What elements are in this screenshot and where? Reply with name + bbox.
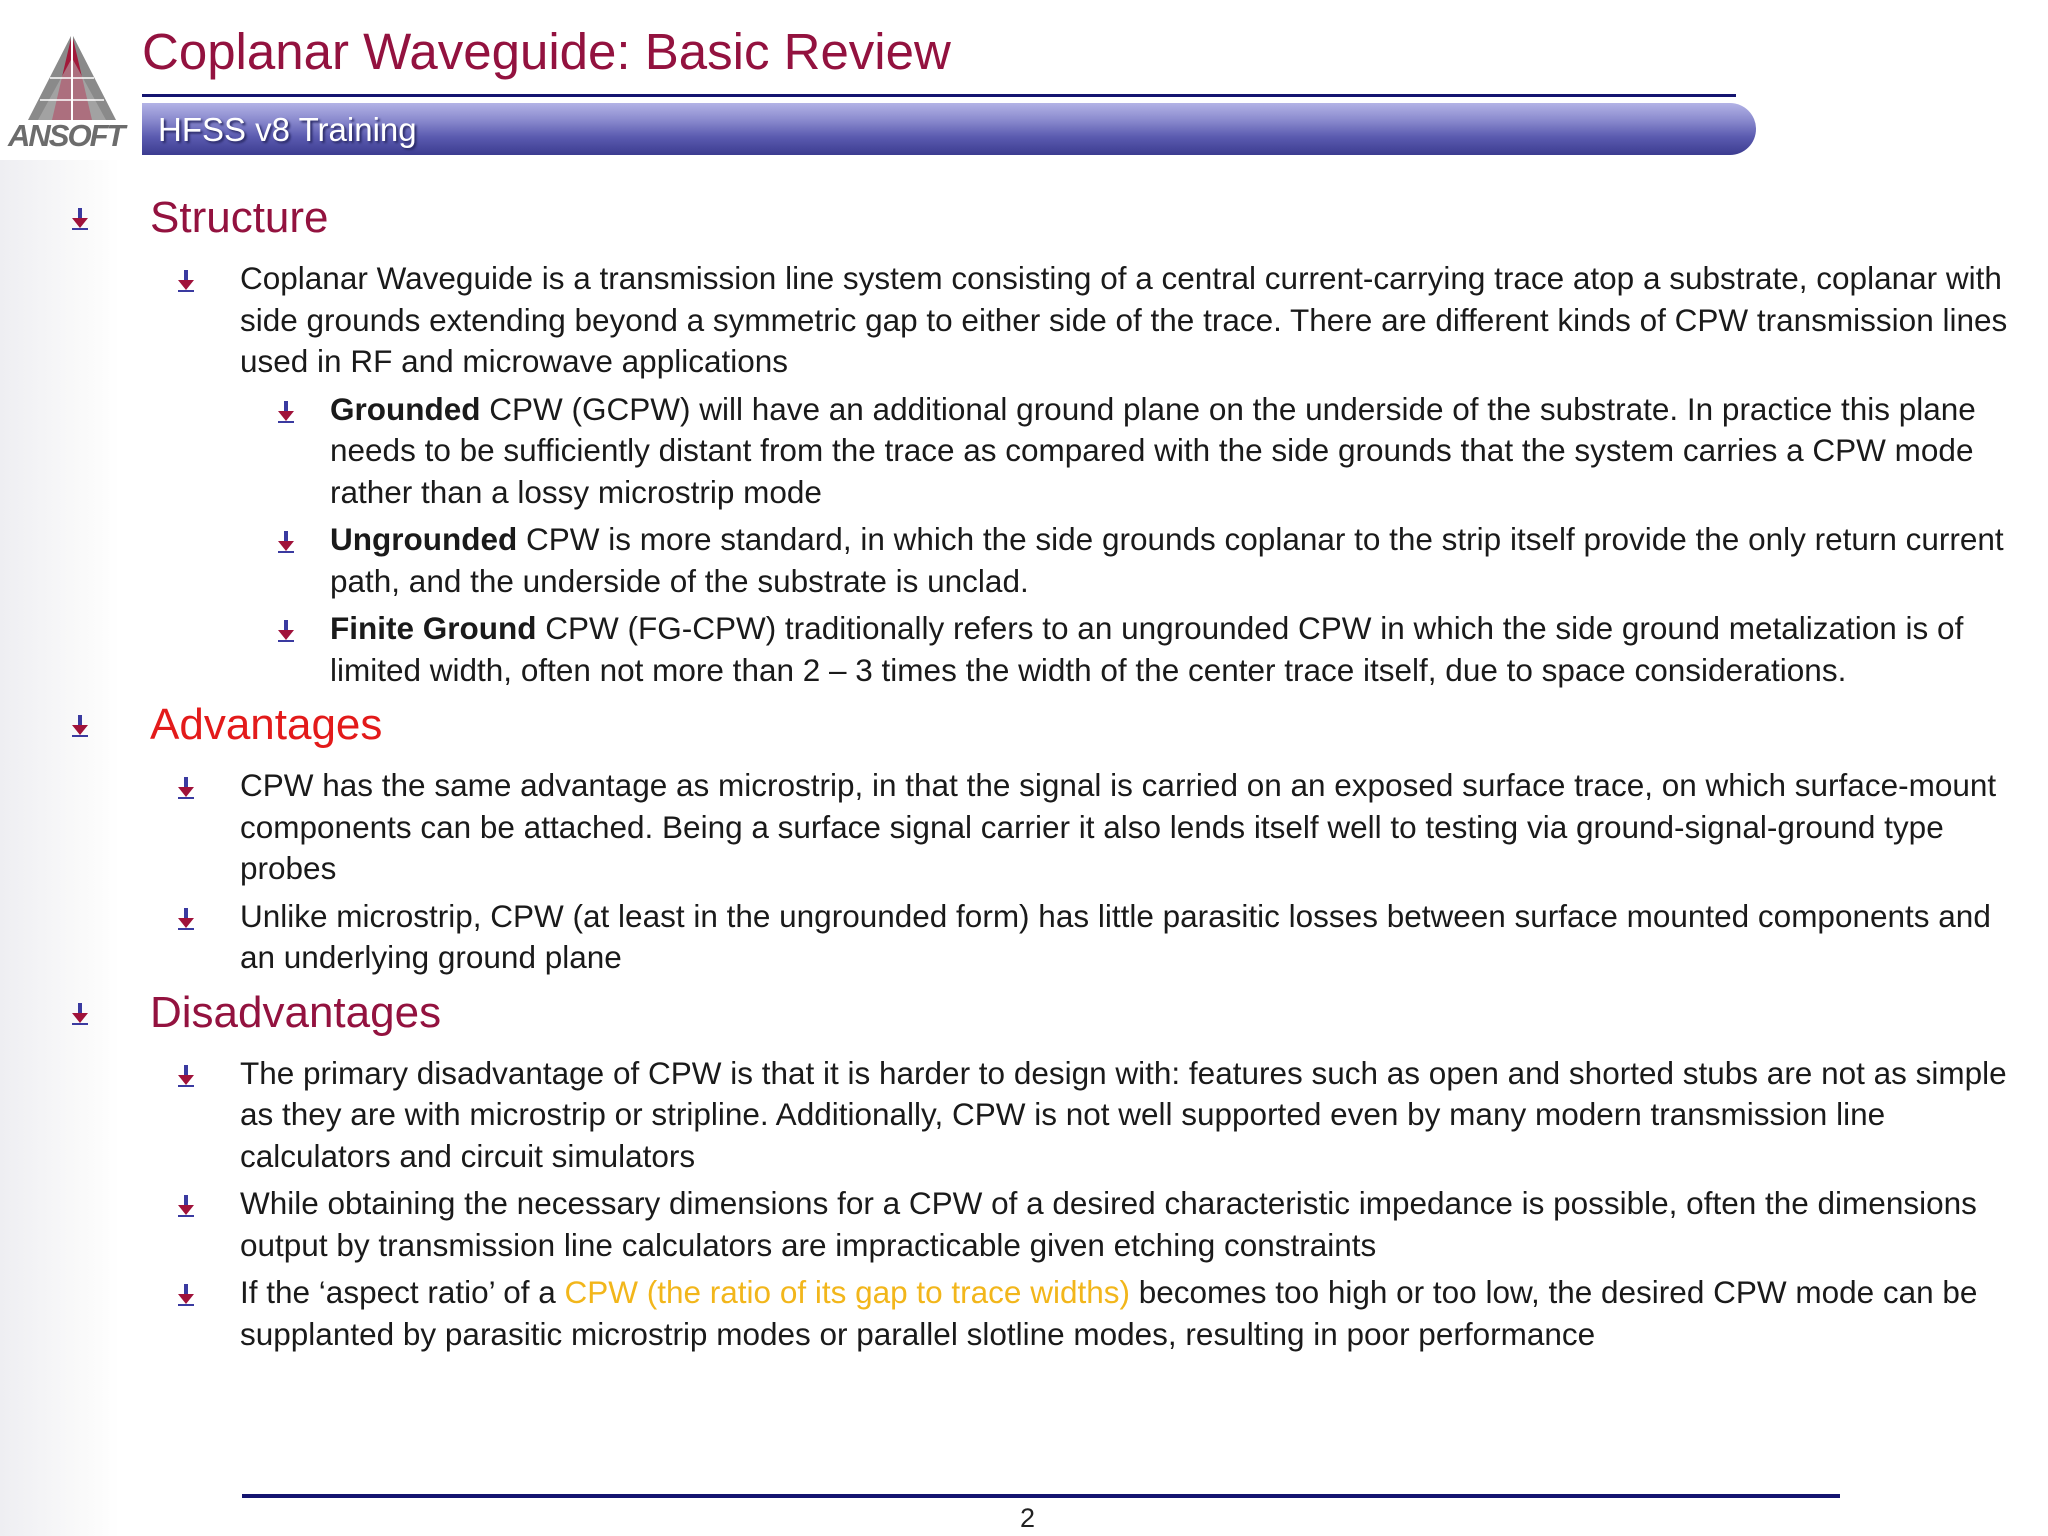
- bullet-arrow-icon: [70, 208, 90, 230]
- aspect-ratio-after: becomes too high or too low, the desired CPW mode can be supplanted by parasitic microstrip modes or parallel slotline modes, resulting in poor performance: [240, 1274, 1978, 1352]
- bullet-arrow-icon: [176, 270, 196, 292]
- logo-text: ANSOFT: [8, 118, 124, 153]
- section-advantages: [0, 697, 2048, 753]
- disadvantage-1: The primary disadvantage of CPW is that it is harder to design with: features such as open and shorted stubs are not as simple as they are with microstrip or stripline. Additionally, CPW is not well supported even by many modern transmission line calculators and circuit simulators: [240, 1054, 2007, 1174]
- bullet-arrow-icon: [276, 531, 296, 553]
- bullet-arrow-icon: [276, 620, 296, 642]
- ungrounded-cpw-text: [330, 519, 2020, 602]
- ungrounded-description: CPW is more standard, in which the side grounds coplanar to the strip itself provide the only return current path, and the underside of the substrate is unclad.: [330, 521, 2004, 599]
- advantage-1: CPW has the same advantage as microstrip, in that the signal is carried on an exposed surface trace, on which surface-mount components can be attached. Being a surface signal carrier it also lends itself well to testing via ground-signal-ground type probes: [240, 767, 1997, 886]
- heading-structure: Structure: [150, 193, 329, 242]
- structure-description: Coplanar Waveguide is a transmission line system consisting of a central current-carrying trace atop a substrate, coplanar with side grounds extending beyond a symmetric gap to either side of the trace. There are different kinds of CPW transmission lines used in RF and microwave applications: [240, 260, 2008, 379]
- bullet-arrow-icon: [176, 1284, 196, 1306]
- heading-advantages: Advantages: [150, 700, 383, 749]
- page-number: 2: [1020, 1503, 1036, 1533]
- aspect-ratio-highlight: CPW (the ratio of its gap to trace widths): [564, 1274, 1130, 1310]
- disadvantage-3: [240, 1272, 2020, 1355]
- list-item: [0, 896, 2048, 979]
- heading-disadvantages: Disadvantages: [150, 987, 442, 1037]
- aspect-ratio-before: If the ‘aspect ratio’ of a: [240, 1274, 565, 1310]
- grounded-cpw-text: [330, 389, 2020, 514]
- bullet-arrow-icon: [70, 1003, 90, 1025]
- disadvantage-2: While obtaining the necessary dimensions for a CPW of a desired characteristic impedance is possible, often the dimensions output by transmission line calculators are impracticable given etching constraints: [240, 1185, 1977, 1263]
- bullet-arrow-icon: [176, 1195, 196, 1217]
- bullet-arrow-icon: [176, 908, 196, 930]
- finite-ground-cpw-text: [330, 608, 2020, 691]
- finite-ground-description: CPW (FG-CPW) traditionally refers to an ungrounded CPW in which the side ground metalization is of limited width, often not more than 2 – 3 times the width of the center trace itself, due to space considerations.: [330, 610, 1964, 688]
- term-finite-ground: Finite Ground: [330, 610, 537, 646]
- banner-text: HFSS v8 Training: [158, 111, 417, 148]
- term-ungrounded: Ungrounded: [330, 521, 518, 557]
- list-item: [0, 519, 2048, 602]
- footer-divider: [242, 1494, 1840, 1498]
- grounded-description: CPW (GCPW) will have an additional ground plane on the underside of the substrate. In practice this plane needs to be sufficiently distant from the trace as compared with the side grounds that the system carries a CPW mode rather than a lossy microstrip mode: [330, 390, 1976, 510]
- bullet-arrow-icon: [70, 715, 90, 737]
- section-disadvantages: [0, 985, 2048, 1041]
- list-item: [0, 765, 2048, 890]
- slide-title: Coplanar Waveguide: Basic Review: [142, 23, 951, 80]
- list-item: [0, 258, 2048, 383]
- section-structure: [0, 190, 2048, 246]
- list-item: [0, 608, 2048, 691]
- bullet-arrow-icon: [176, 1065, 196, 1087]
- term-grounded: Grounded: [330, 390, 481, 427]
- bullet-arrow-icon: [276, 401, 296, 423]
- list-item: [0, 1272, 2048, 1355]
- bullet-arrow-icon: [176, 777, 196, 799]
- slide-content: [0, 190, 2048, 1361]
- list-item: [0, 389, 2048, 514]
- title-divider: [142, 94, 1736, 97]
- advantage-2: Unlike microstrip, CPW (at least in the ungrounded form) has little parasitic losses between surface mounted components and an underlying ground plane: [240, 897, 1991, 975]
- list-item: [0, 1183, 2048, 1266]
- list-item: [0, 1053, 2048, 1178]
